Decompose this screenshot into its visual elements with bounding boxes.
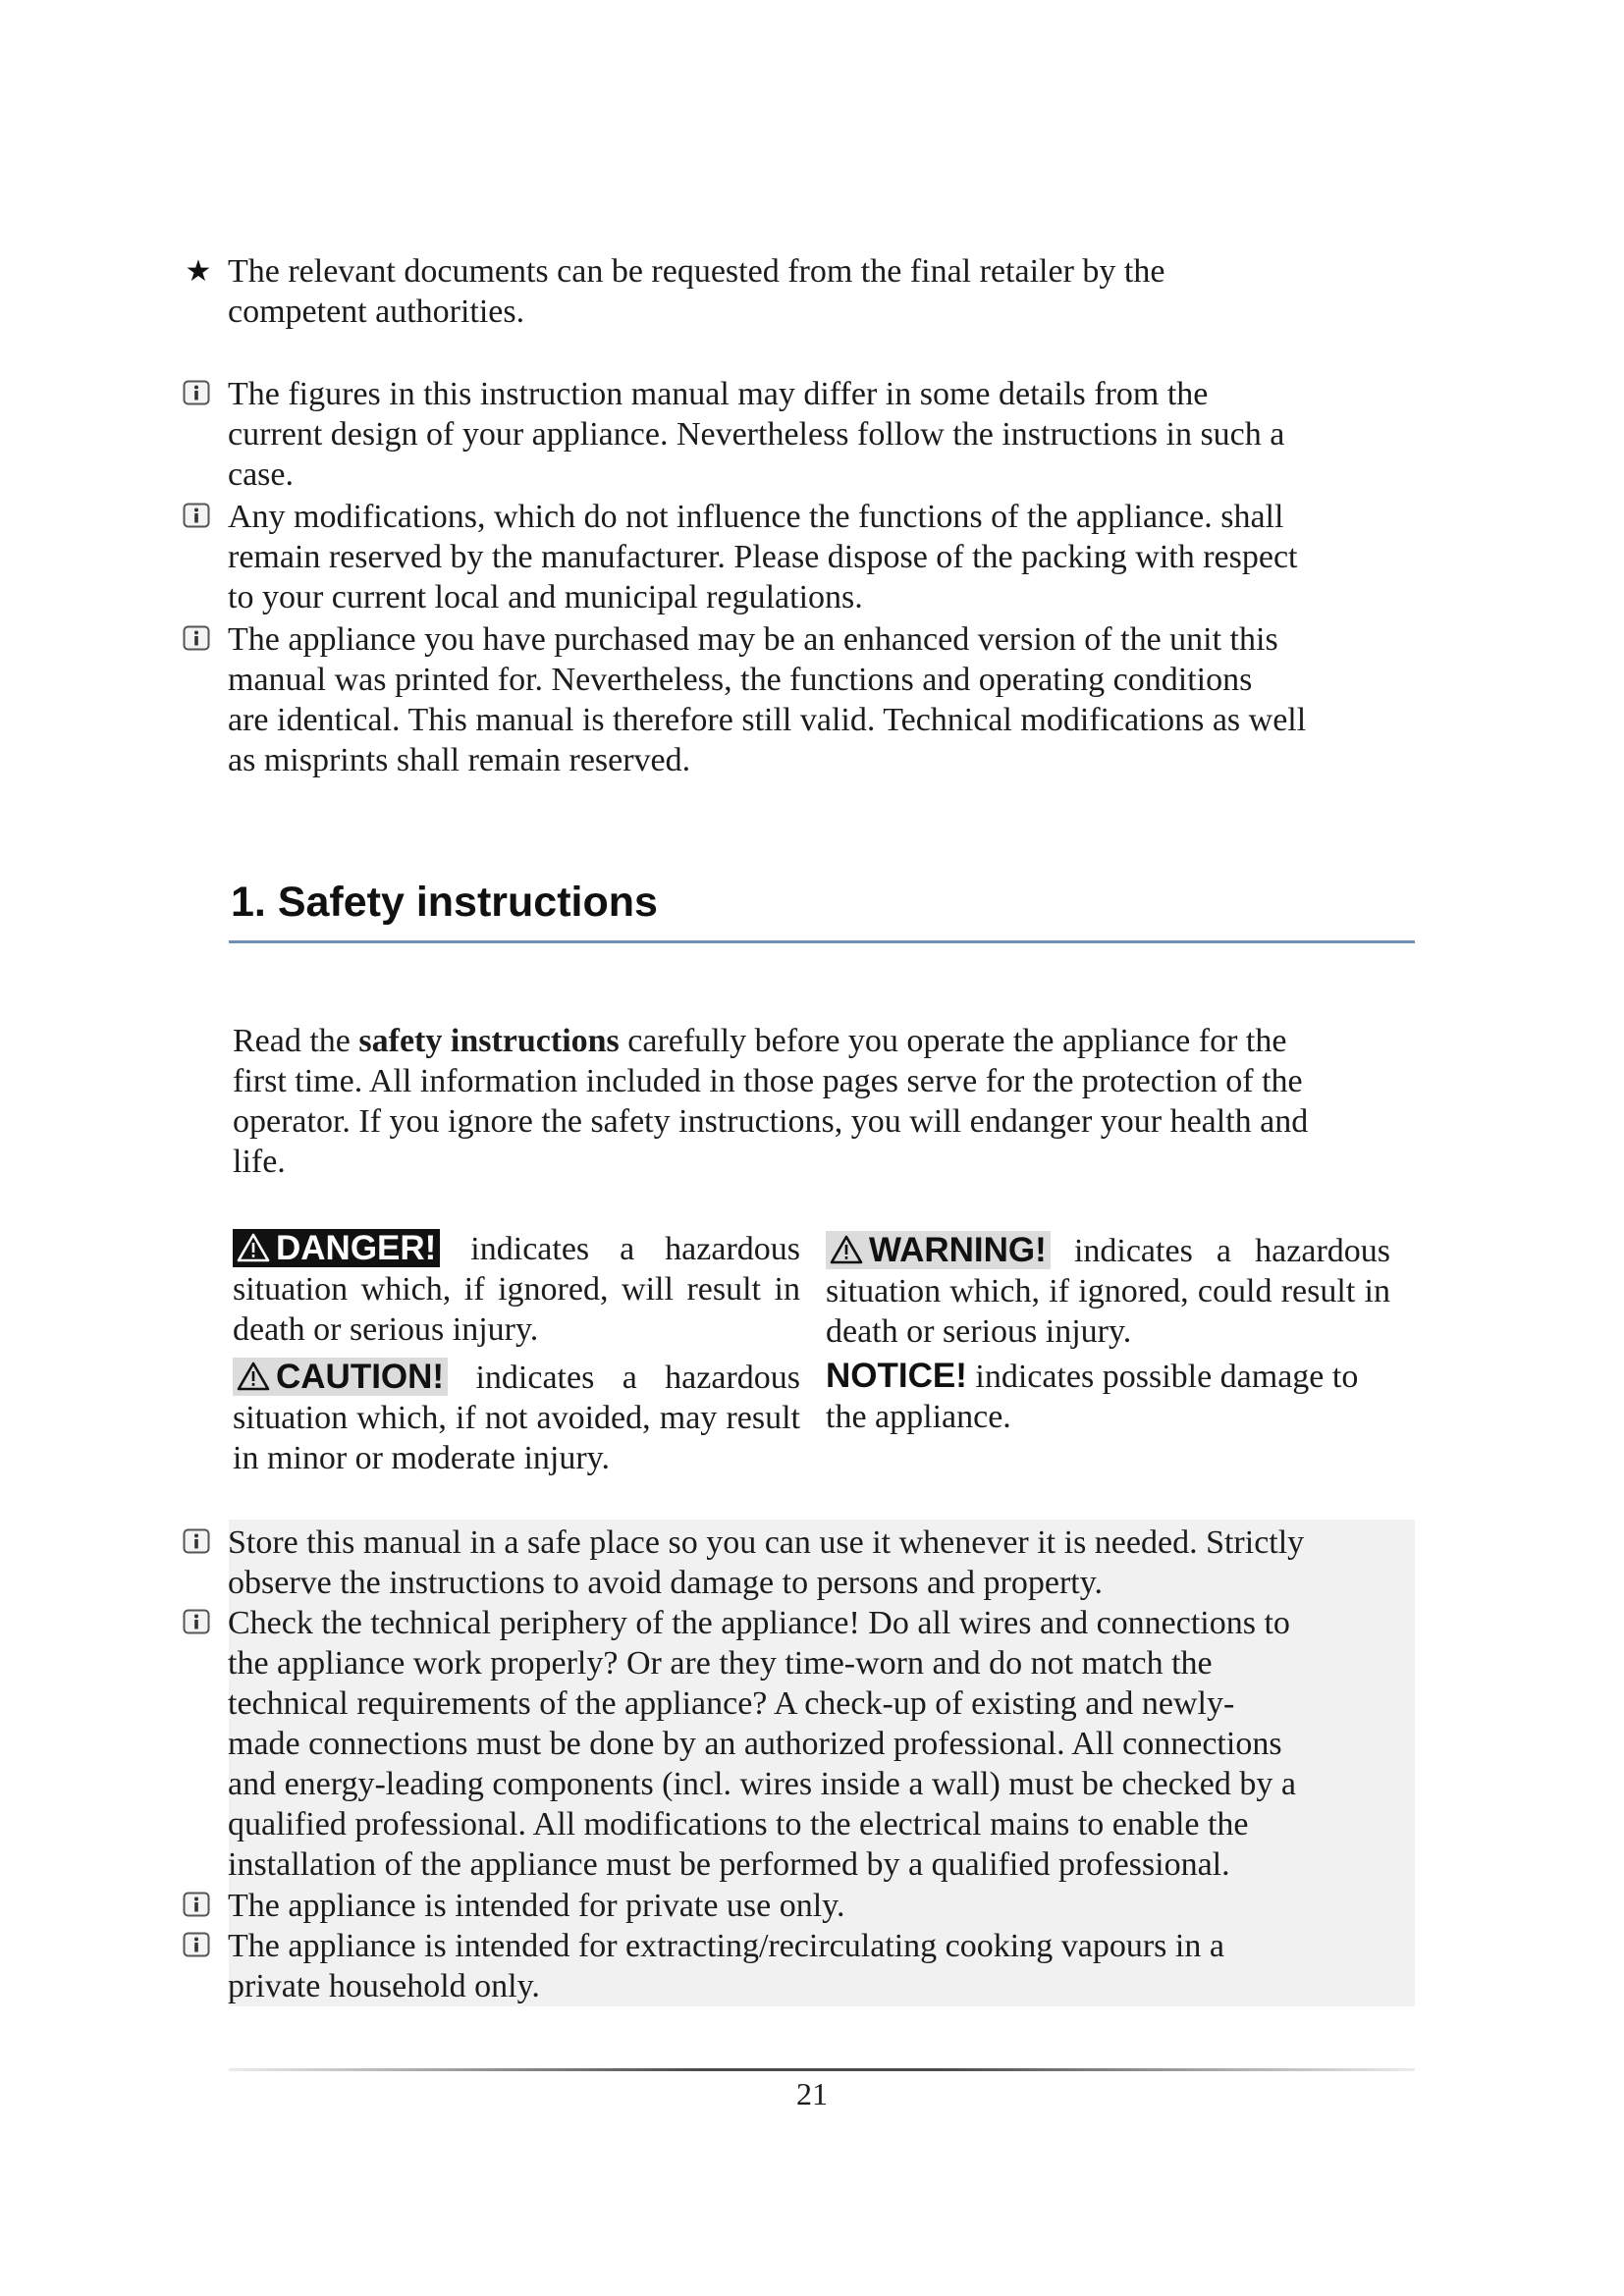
- warning-text: situation which, if ignored, could result in death or serious injury.: [826, 1273, 1390, 1350]
- section-title: Safety instructions: [277, 879, 658, 926]
- boxed-note-cooking-vapours: [228, 1926, 1418, 2006]
- danger-text: indicates a hazardous: [470, 1231, 800, 1267]
- section-heading: [231, 879, 658, 927]
- info-icon: [183, 497, 214, 528]
- note-line: private household only.: [228, 1968, 540, 2004]
- intro-line: life.: [233, 1144, 286, 1180]
- warning-triangle-icon: [237, 1233, 270, 1262]
- footer-rule: [229, 2068, 1415, 2071]
- note-line: Store this manual in a safe place so you can use it whenever it is needed. Strictly: [228, 1524, 1305, 1561]
- danger-label: [233, 1229, 440, 1267]
- page-number: 21: [796, 2076, 828, 2111]
- star-icon: ★: [185, 255, 212, 288]
- info-icon: [183, 619, 214, 651]
- warning-text: indicates a hazardous: [1073, 1233, 1390, 1269]
- intro-line: first time. All information included in those pages serve for the protection of the: [233, 1063, 1303, 1099]
- heading-underline: [229, 940, 1415, 943]
- note-line: to your current local and municipal regulations.: [228, 579, 863, 615]
- caution-text: situation which, if not avoided, may result in minor or moderate injury.: [233, 1400, 800, 1476]
- note-line: observe the instructions to avoid damage to persons and property.: [228, 1565, 1104, 1601]
- note-line: as misprints shall remain reserved.: [228, 742, 691, 778]
- info-icon: [183, 1926, 214, 1957]
- info-icon: [183, 1886, 214, 1917]
- intro-text: Read the: [233, 1023, 351, 1059]
- warning-triangle-icon: [237, 1362, 270, 1391]
- signal-danger: [233, 1228, 800, 1350]
- note-line: the appliance work properly? Or are they time-worn and do not match the: [228, 1645, 1213, 1682]
- boxed-note-store-manual: [228, 1522, 1418, 1603]
- warning-label: [826, 1231, 1051, 1269]
- caution-label: [233, 1358, 448, 1396]
- caution-label-text: CAUTION!: [276, 1358, 445, 1396]
- note-line: competent authorities.: [228, 294, 525, 330]
- section-number: 1.: [231, 879, 266, 926]
- danger-text: situation which, if ignored, will result in death or serious injury.: [233, 1271, 800, 1348]
- info-icon: [183, 1522, 214, 1554]
- intro-bold-text: safety instructions: [358, 1023, 620, 1059]
- intro-line: operator. If you ignore the safety instructions, you will endanger your health and: [233, 1103, 1309, 1140]
- note-line: case.: [228, 456, 295, 493]
- note-line: and energy-leading components (incl. wires inside a wall) must be checked by a: [228, 1766, 1296, 1802]
- note-line: qualified professional. All modifications to the electrical mains to enable the: [228, 1806, 1249, 1842]
- info-note-figures: [228, 374, 1418, 495]
- info-icon: [183, 374, 214, 405]
- note-line: manual was printed for. Nevertheless, the functions and operating conditions: [228, 662, 1253, 698]
- caution-text: indicates a hazardous: [475, 1360, 801, 1396]
- info-icon: [183, 1603, 214, 1634]
- info-note-enhanced-version: [228, 619, 1418, 780]
- note-line: are identical. This manual is therefore still valid. Technical modifications as well: [228, 702, 1307, 738]
- warning-triangle-icon: [830, 1235, 863, 1264]
- note-line: The figures in this instruction manual may differ in some details from the: [228, 376, 1209, 412]
- boxed-note-technical-periphery: [228, 1603, 1432, 1885]
- note-line: Check the technical periphery of the appliance! Do all wires and connections to: [228, 1605, 1290, 1641]
- note-line: The appliance is intended for extracting/recirculating cooking vapours in a: [228, 1928, 1224, 1964]
- info-note-modifications: [228, 497, 1418, 617]
- note-line: current design of your appliance. Nevertheless follow the instructions in such a: [228, 416, 1285, 453]
- signal-warning: [826, 1230, 1390, 1352]
- note-line: The appliance is intended for private use only.: [228, 1888, 845, 1924]
- safety-intro-paragraph: [233, 1021, 1442, 1182]
- danger-label-text: DANGER!: [276, 1229, 437, 1267]
- signal-caution: [233, 1357, 800, 1478]
- note-line: The relevant documents can be requested from the final retailer by the: [228, 253, 1165, 290]
- note-line: made connections must be done by an authorized professional. All connections: [228, 1726, 1282, 1762]
- notice-label: NOTICE!: [826, 1357, 967, 1395]
- note-line: installation of the appliance must be performed by a qualified professional.: [228, 1846, 1230, 1883]
- signal-notice: [826, 1356, 1390, 1437]
- note-line: The appliance you have purchased may be an enhanced version of the unit this: [228, 621, 1278, 658]
- boxed-note-private-use: [228, 1886, 1418, 1926]
- intro-text: carefully before you operate the appliance for the: [627, 1023, 1287, 1059]
- note-star-retailer: [185, 251, 1418, 332]
- note-line: remain reserved by the manufacturer. Please dispose of the packing with respect: [228, 539, 1298, 575]
- note-line: Any modifications, which do not influence the functions of the appliance. shall: [228, 499, 1284, 535]
- notice-text: indicates possible damage to: [975, 1359, 1359, 1395]
- notice-text: the appliance.: [826, 1399, 1011, 1435]
- note-line: technical requirements of the appliance? A check-up of existing and newly-: [228, 1685, 1235, 1722]
- warning-label-text: WARNING!: [869, 1231, 1047, 1269]
